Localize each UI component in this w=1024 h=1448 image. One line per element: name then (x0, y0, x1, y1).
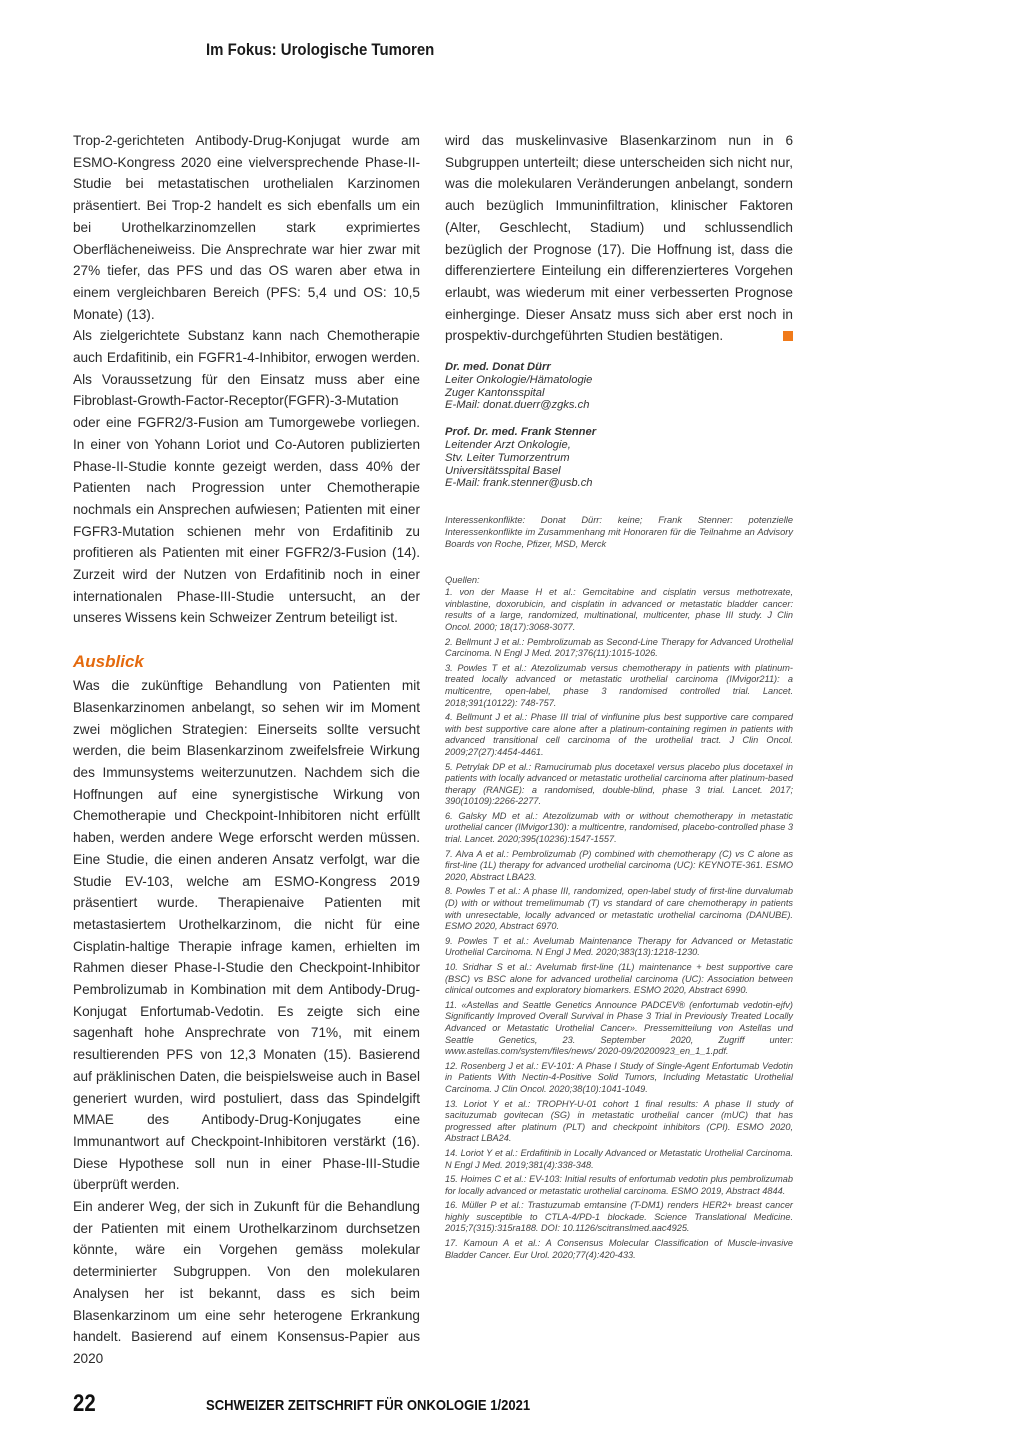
right-column (445, 130, 793, 1264)
reference-item: 15. Hoimes C et al.: EV-103: Initial results of enfortumab vedotin plus pembrolizumab for locally advanced or metastatic urothelial carcinoma. ESMO 2019, Abstract 4844. (445, 1174, 793, 1196)
author-block (445, 426, 793, 490)
author-email: E-Mail: donat.duerr@zgks.ch (445, 399, 590, 412)
author-name: Dr. med. Donat Dürr (445, 361, 551, 374)
reference-item: 4. Bellmunt J et al.: Phase III trial of vinflunine plus best supportive care compared with best supportive care alone after a platinum-containing regimen in patients with advanced transitional cell carcinoma of the urothelial tract. J Clin Oncol. 2009;27(27):4454-4461. (445, 712, 793, 757)
reference-item: 14. Loriot Y et al.: Erdafitinib in Locally Advanced or Metastatic Urothelial Carcinoma. N Engl J Med. 2019;381(4):338-348. (445, 1147, 793, 1170)
author-line: Stv. Leiter Tumorzentrum (445, 451, 570, 464)
section-heading: Ausblick (73, 652, 144, 672)
reference-item: 1. von der Maase H et al.: Gemcitabine and cisplatin versus methotrexate, vinblastine, doxorubicin, and cisplatin in advanced or metastatic bladder cancer: results of a large, randomized, multinational, multicenter, phase III study. J Clin Oncol. 2000; 18(17):3068-3077. (445, 587, 793, 632)
author-line: Leiter Onkologie/Hämatologie (445, 373, 593, 386)
end-of-article-square-icon (783, 331, 793, 341)
references-heading: Quellen: (445, 575, 480, 586)
reference-item: 11. «Astellas and Seattle Genetics Announce PADCEV® (enfortumab vedotin-ejfv) Significantly Improved Overall Survival in Phase 3 Trial in Previously Treated Locally Advanced or Metastatic Urothelial Cancer». Pressemitteilung von Astellas und Seattle Genetics, 23. September 2020, Zugriff unter: www.astellas.com/system/files/news/ 2020-09/20200923_en_1_1.pdf. (445, 999, 793, 1057)
author-name: Prof. Dr. med. Frank Stenner (445, 426, 597, 439)
paragraph (445, 130, 793, 347)
paragraph: Als zielgerichtete Substanz kann nach Chemotherapie auch Erdafitinib, ein FGFR1-4-Inhibitor, erwogen werden. Als Voraussetzung für den Einsatz muss aber eine Fibroblast-Growth-Factor-Receptor(FGFR)-3-Mutation oder eine FGFR2/3-Fusion am Tumorgewebe vorliegen. In einer von Yohann Loriot und Co-Autoren publizierten Phase-II-Studie konnte gezeigt werden, dass 40% der Patienten nach Progression unter Chemotherapie nochmals ein Ansprechen aufwiesen; Patienten mit einer FGFR3-Mutation schienen mehr von Erdafitinib zu profitieren als Patienten mit einer FGFR2/3-Fusion (14). Zurzeit wird der Nutzen von Erdafitinib noch in einer internationalen Phase-III-Studie untersucht, an der unseres Wissens kein Schweizer Zentrum beteiligt ist. (73, 328, 420, 626)
author-email: E-Mail: frank.stenner@usb.ch (445, 477, 593, 490)
page-number: 22 (73, 1390, 96, 1417)
author-line: Universitätsspital Basel (445, 464, 561, 477)
reference-item: 3. Powles T et al.: Atezolizumab versus chemotherapy in patients with platinum-treated locally advanced or metastatic urothelial carcinoma (IMvigor211): a multicentre, open-label, phase 3 randomised controlled trial. Lancet. 2018;391(10122): 748-757. (445, 662, 793, 708)
running-header: Im Fokus: Urologische Tumoren (206, 40, 435, 59)
paragraph-text: wird das muskelinvasive Blasenkarzinom nun in 6 Subgruppen unterteilt; diese unterscheiden sich nicht nur, was die molekularen Veränderungen anbelangt, sondern auch bezüglich Immuninfiltration, klinischer Faktoren (Alter, Geschlecht, Stadium) und schlussendlich bezüglich der Prognose (17). Die Hoffnung ist, dass die differenziertere Einteilung ein differenzierteres Vorgehen erlaubt, was wiederum mit einer verbesserten Prognose einherginge. Dieser Ansatz muss sich aber erst noch in prospektiv-durchgeführten Studien bestätigen. (445, 133, 793, 344)
reference-item: 7. Alva A et al.: Pembrolizumab (P) combined with chemotherapy (C) vs C alone as first-line (1L) therapy for advanced urothelial carcinoma (UC): KEYNOTE-361. ESMO 2020, Abstract LBA23. (445, 848, 793, 882)
reference-item: 8. Powles T et al.: A phase III, randomized, open-label study of first-line durvalumab (D) with or without tremelimumab (T) vs standard of care chemotherapy in patients with unresectable, locally advanced or metastatic urothelial carcinoma (DANUBE). ESMO 2020, Abstract 6970. (445, 886, 793, 932)
reference-list (445, 587, 793, 1261)
reference-item: 9. Powles T et al.: Avelumab Maintenance Therapy for Advanced or Metastatic Urothelial Carcinoma. N Engl J Med. 2020;383(13):1218-1230. (445, 935, 793, 958)
paragraph: Was die zukünftige Behandlung von Patienten mit Blasenkarzinomen anbelangt, so sehen wir im Moment zwei möglichen Strategien: Einerseits sollte versucht werden, die beim Blasenkarzinom zweifelsfreie Wirkung des Immunsystems weiterzunutzen. Nachdem sich die Hoffnungen auf eine synergistische Wirkung von Chemotherapie und Checkpoint-Inhibitoren nicht erfüllt haben, werden andere Wege erforscht werden müssen. Eine Studie, die einen anderen Ansatz verfolgt, war die Studie EV-103, welche am ESMO-Kongress 2019 präsentiert wurde. Therapienaive Patienten mit metastasiertem Urothelkarzinom, die nicht für eine Cisplatin-haltige Therapie infrage kamen, erhielten im Rahmen dieser Phase-I-Studie den Checkpoint-Inhibitor Pembrolizumab in Kombination mit dem Antibody-Drug-Konjugat Enfortumab-Vedotin. Es zeigte sich eine sagenhaft hohe Ansprechrate von 71%, mit einem resultierenden PFS von 12,3 Monaten (15). Basierend auf präklinischen Daten, die beispielsweise auch in Basel generiert wurden, wird postuliert, dass das Spindelgift MMAE des Antibody-Drug-Konjugates eine Immunantwort auf Checkpoint-Inhibitoren verstärkt (16). Diese Hypothese soll nun in einer Phase-III-Studie überprüft werden. (73, 678, 420, 1193)
left-column (73, 130, 420, 1370)
reference-item: 5. Petrylak DP et al.: Ramucirumab plus docetaxel versus placebo plus docetaxel in patients with locally advanced or metastatic urothelial carcinoma after platinum-based therapy (RANGE): a randomised, double-blind, phase 3 trial. Lancet. 2017; 390(10109):2266-2277. (445, 761, 793, 807)
reference-item: 10. Sridhar S et al.: Avelumab first-line (1L) maintenance + best supportive care (BSC) vs BSC alone for advanced urothelial carcinoma (UC): Association between clinical outcomes and exploratory biomarkers. ESMO 2020, Abstract 6990. (445, 962, 793, 996)
author-line: Zuger Kantonsspital (445, 386, 545, 399)
author-line: Leitender Arzt Onkologie, (445, 439, 571, 452)
reference-item: 2. Bellmunt J et al.: Pembrolizumab as Second-Line Therapy for Advanced Urothelial Carcinoma. N Engl J Med. 2017;376(11):1015-1026. (445, 636, 793, 659)
paragraph: Ein anderer Weg, der sich in Zukunft für die Behandlung der Patienten mit einem Urothelkarzinom durchsetzen könnte, wäre ein Vorgehen gemäss molekular determinierter Subgruppen. Von den molekularen Analysen her ist bekannt, dass es sich beim Blasenkarzinom um eine sehr heterogene Erkrankung handelt. Basierend auf einem Konsensus-Papier aus 2020 (73, 1199, 420, 1366)
reference-item: 6. Galsky MD et al.: Atezolizumab with or without chemotherapy in metastatic urothelial cancer (IMvigor130): a multicentre, randomised, placebo-controlled phase 3 trial. Lancet. 2020;395(10236):1547-1557. (445, 810, 793, 845)
reference-item: 16. Müller P et al.: Trastuzumab emtansine (T-DM1) renders HER2+ breast cancer highly susceptible to CTLA-4/PD-1 blockade. Science Translational Medicine. 2015;7(315):315ra188. DOI: 10.1126/scitranslmed.aac4925. (445, 1200, 793, 1234)
reference-item: 12. Rosenberg J et al.: EV-101: A Phase I Study of Single-Agent Enfortumab Vedotin in Patients With Nectin-4-Positive Solid Tumors, Including Metastatic Urothelial Carcinoma. J Clin Oncol. 2020;38(10):1041-1049. (445, 1060, 793, 1094)
journal-name: SCHWEIZER ZEITSCHRIFT FÜR ONKOLOGIE 1/2021 (206, 1397, 531, 1414)
author-block (445, 361, 793, 412)
reference-item: 13. Loriot Y et al.: TROPHY-U-01 cohort 1 final results: A phase II study of sacituzumab govitecan (SG) in metastatic urothelial cancer (mUC) that has progressed after platinum (PLT) and checkpoint inhibitors (CPI). ESMO 2020, Abstract LBA24. (445, 1098, 793, 1144)
paragraph: Trop-2-gerichteten Antibody-Drug-Konjugat wurde am ESMO-Kongress 2020 eine vielversprechende Phase-II-Studie bei metastatischen urothelialen Karzinomen präsentiert. Bei Trop-2 handelt es sich ebenfalls um ein bei Urothelkarzinomzellen stark exprimiertes Oberflächeneiweiss. Die Ansprechrate war hier zwar mit 27% tiefer, das PFS und das OS waren aber etwa in einem vergleichbaren Bereich (PFS: 5,4 und OS: 10,5 Monate) (13). (73, 133, 420, 322)
reference-item: 17. Kamoun A et al.: A Consensus Molecular Classification of Muscle-invasive Bladder Cancer. Eur Urol. 2020;77(4):420-433. (445, 1238, 793, 1260)
conflict-of-interest: Interessenkonflikte: Donat Dürr: keine; Frank Stenner: potenzielle Interessenkonflikte im Zusammenhang mit Honoraren für die Teilnahme an Advisory Boards von Roche, Pfizer, MSD, Merck (445, 515, 793, 550)
